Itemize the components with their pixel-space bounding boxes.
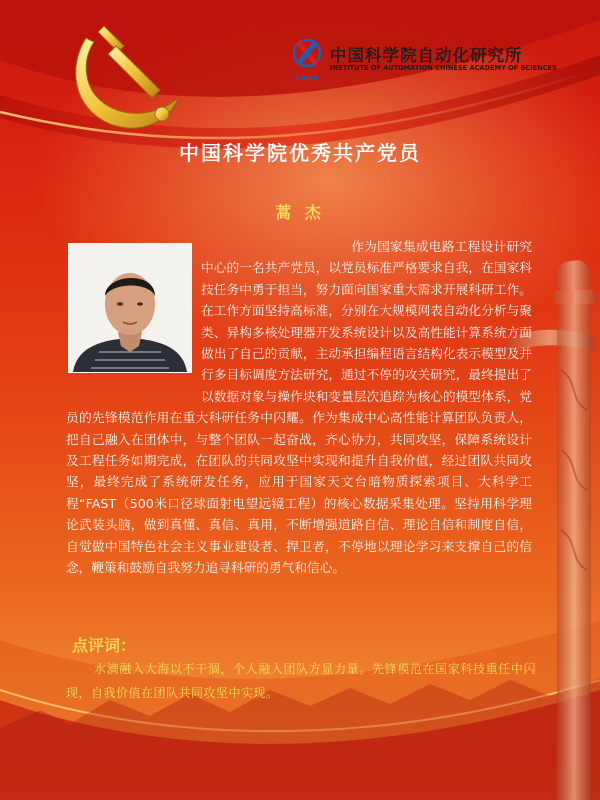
institute-name-en: INSTITUTE OF AUTOMATION CHINESE ACADEMY OF SCIENCES xyxy=(330,64,557,72)
comment-heading: 点评词： xyxy=(72,636,137,655)
page-title: 中国科学院优秀共产党员 xyxy=(179,141,421,165)
bio-text: 作为国家集成电路工程设计研究中心的一名共产党员，以党员标准严格要求自我，在国家科技任务中勇于担当，努力面向国家重大需求开展科研工作。在工作方面坚持高标准，分别在大规模网表自动化分析与聚类、异构多核处理器开发系统设计以及高性能计算系统方面做出了自己的贡献，主动承担编程语言结构化表示模型及并行多目标调度方法研究，通过不停的攻关研究，最终提出了以数据对象与操作块和变量层次追踪为核心的模型体系，党员的先锋模范作用在重大科研任务中闪耀。作为集成中心高性能计算团队负责人，把自己融入在团体中，与整个团队一起奋战，齐心协力，共同攻坚，保障系统设计及工程任务如期完成，在团队的共同攻坚中实现和提升自我价值，经过团队共同攻坚，最终完成了系统研发任务，应用于国家天文台暗物质探索项目、大科学工程“FAST（500米口径球面射电望远镜工程）的核心数据采集处理。坚持用科学理论武装头脑，做到真懂、真信、真用，不断增强道路自信、理论自信和制度自信，自觉做中国特色社会主义事业建设者、捍卫者，不停地以理论学习来支撑自己的信念，鞭策和鼓励自我努力追寻科研的勇气和信心。 xyxy=(66,239,532,576)
person-name: 蒿 杰 xyxy=(275,203,325,222)
institute-name-cn: 中国科学院自动化研究所 xyxy=(330,46,523,65)
svg-text:CASIA: CASIA xyxy=(295,73,319,82)
hammer-sickle-emblem-icon xyxy=(58,16,188,141)
comment-text: 水滴融入大海以不干涸，个人融入团队方显力量。先锋模范在国家科技重任中闪现，自我价值在团队共同攻坚中实现。 xyxy=(66,662,536,700)
casia-logo-icon xyxy=(290,36,324,82)
institute-logo xyxy=(290,36,590,82)
